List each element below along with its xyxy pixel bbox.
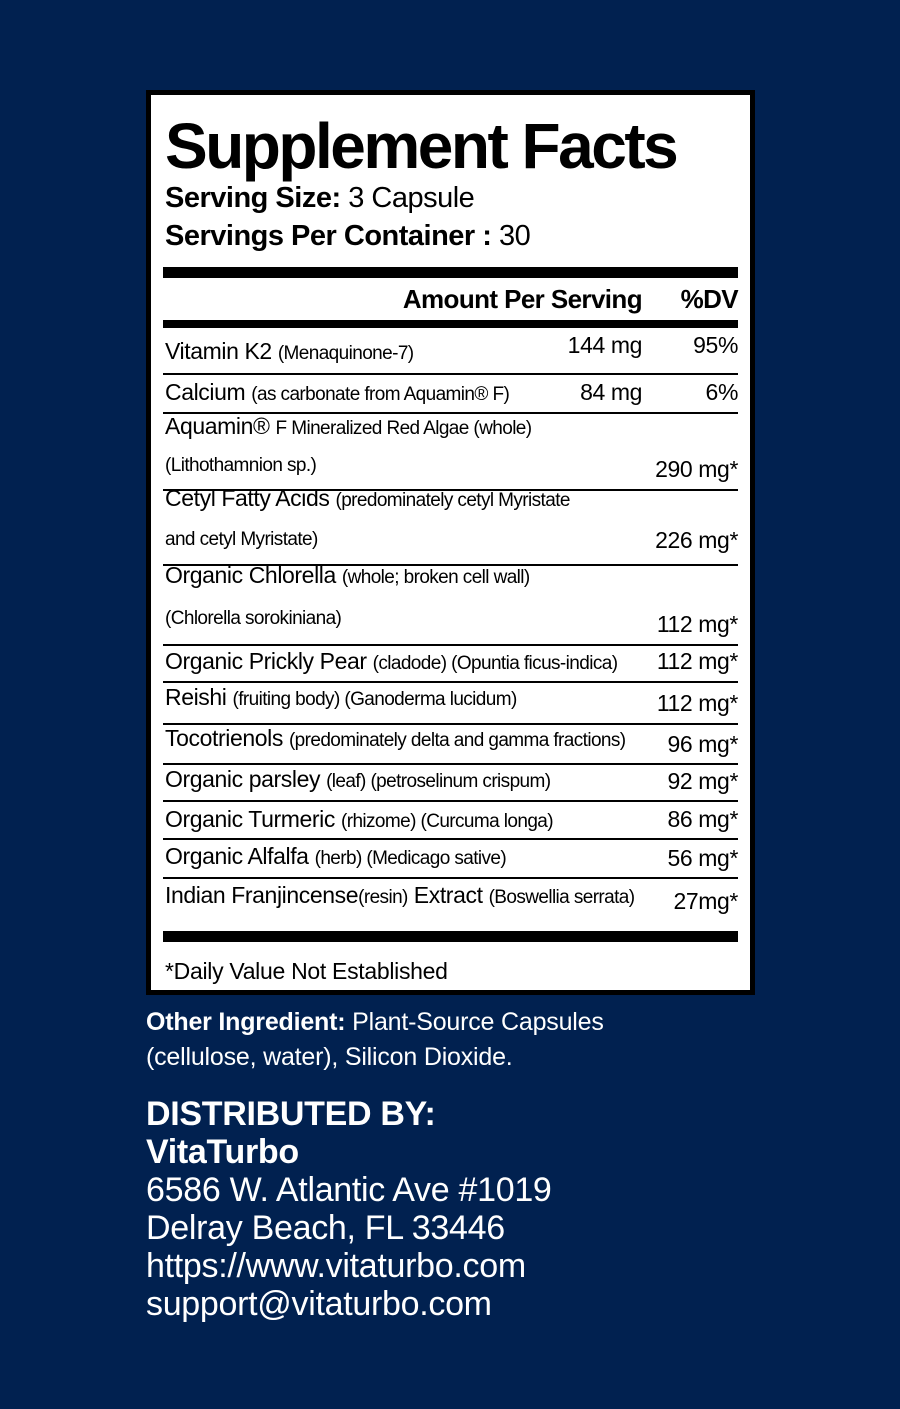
ingredient-amount: 84 mg [580, 379, 642, 405]
ingredient-name: Aquamin® F Mineralized Red Algae (whole) (Lithothamnion sp.) [165, 413, 532, 476]
distributor-block [146, 1095, 552, 1323]
ingredient-amount: 96 mg* [667, 731, 738, 757]
ingredient-name: Vitamin K2 (Menaquinone-7) [165, 338, 414, 364]
thick-divider [163, 267, 738, 278]
table-row [163, 562, 738, 646]
ingredient-name: Organic Alfalfa (herb) (Medicago sative) [165, 843, 507, 869]
ingredient-amount: 144 mg [567, 332, 642, 358]
distributor-address1: 6586 W. Atlantic Ave #1019 [146, 1171, 552, 1209]
table-row [163, 725, 738, 765]
ingredient-amount: 86 mg* [667, 806, 738, 832]
ingredient-name: Organic Turmeric (rhizome) (Curcuma longa) [165, 806, 553, 832]
table-row [163, 485, 738, 566]
ingredient-name: Tocotrienols (predominately delta and gamma fractions) [165, 725, 626, 751]
serving-size-value: 3 Capsule [348, 182, 475, 214]
footnote: *Daily Value Not Established [165, 958, 448, 984]
ingredient-name: Organic parsley (leaf) (petroselinum crispum) [165, 766, 551, 792]
column-header [163, 278, 738, 320]
ingredient-amount: 290 mg* [655, 456, 738, 482]
ingredient-dv: 6% [705, 379, 738, 405]
distributor-address2: Delray Beach, FL 33446 [146, 1209, 505, 1247]
other-ingredients-text2: (cellulose, water), Silicon Dioxide. [146, 1043, 513, 1071]
distributor-company: VitaTurbo [146, 1133, 299, 1171]
servings-per-container [165, 217, 738, 255]
distributor-heading: DISTRIBUTED BY: [146, 1095, 436, 1133]
ingredient-amount: 112 mg* [656, 648, 738, 674]
other-ingredients [146, 1005, 706, 1075]
dv-header: %DV [680, 283, 738, 314]
distributor-website[interactable]: https://www.vitaturbo.com [146, 1247, 526, 1285]
ingredient-name: Indian Franjincense(resin) Extract (Boswellia serrata) [165, 882, 635, 908]
table-row [163, 765, 738, 802]
table-row [163, 802, 738, 840]
facts-title: Supplement Facts [165, 110, 677, 182]
ingredient-name: Reishi (fruiting body) (Ganoderma lucidum) [165, 684, 517, 710]
table-row [163, 328, 738, 375]
ingredient-name: Organic Chlorella (whole; broken cell wall) (Chlorella sorokiniana) [165, 562, 530, 629]
other-ingredients-label: Other Ingredient: [146, 1008, 346, 1036]
thick-divider [163, 320, 738, 328]
ingredient-amount: 27mg* [673, 888, 738, 914]
table-row [163, 646, 738, 683]
ingredient-amount: 92 mg* [667, 768, 738, 794]
table-row [163, 879, 738, 919]
serving-size-label: Serving Size: [165, 182, 341, 214]
distributor-email[interactable]: support@vitaturbo.com [146, 1285, 492, 1323]
ingredient-name: Calcium (as carbonate from Aquamin® F) [165, 379, 510, 405]
table-row [163, 683, 738, 725]
table-row [163, 840, 738, 879]
servings-per-container-value: 30 [499, 220, 531, 252]
serving-size [165, 179, 738, 217]
ingredient-name: Organic Prickly Pear (cladode) (Opuntia ficus-indica) [165, 648, 618, 674]
amount-header: Amount Per Serving [402, 283, 642, 314]
supplement-facts-panel [146, 90, 755, 995]
ingredient-amount: 226 mg* [655, 527, 738, 553]
servings-per-container-label: Servings Per Container : [165, 220, 492, 252]
ingredient-dv: 95% [693, 332, 738, 358]
ingredient-amount: 112 mg* [656, 690, 738, 716]
ingredient-amount: 56 mg* [667, 845, 738, 871]
ingredient-amount: 112 mg* [656, 611, 738, 637]
thick-divider [163, 931, 738, 942]
ingredient-name: Cetyl Fatty Acids (predominately cetyl Myristate and cetyl Myristate) [165, 485, 570, 550]
other-ingredients-text: Plant-Source Capsules [352, 1008, 604, 1036]
